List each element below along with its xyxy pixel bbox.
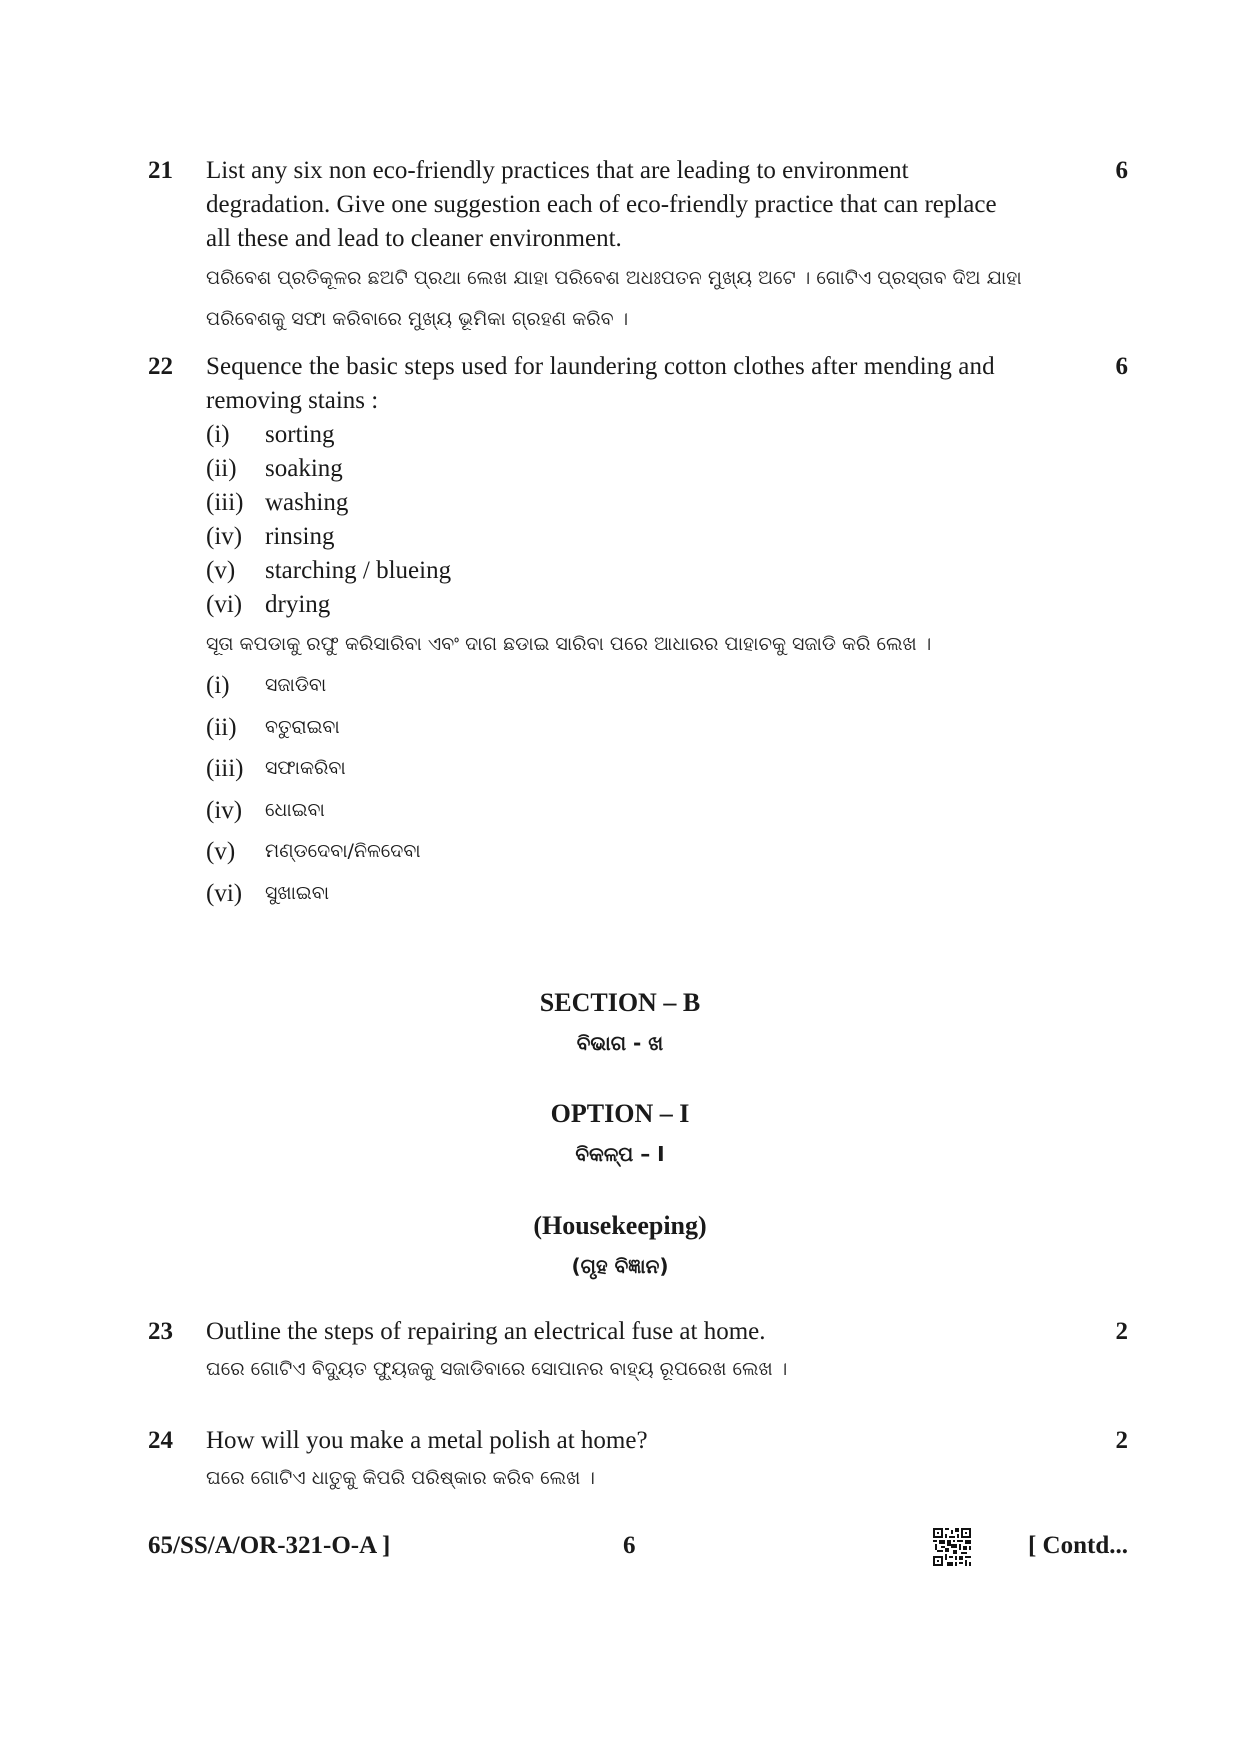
question-text-line: removing stains : bbox=[206, 387, 379, 414]
option-item bbox=[206, 486, 1086, 520]
option-item bbox=[206, 665, 1086, 707]
paper-code: 65/SS/A/OR-321-O-A ] bbox=[148, 1532, 391, 1559]
option-item bbox=[206, 520, 1086, 554]
qr-code-icon bbox=[933, 1528, 971, 1566]
option-numeral: (ii) bbox=[206, 713, 237, 741]
option-title: OPTION – I bbox=[550, 1099, 690, 1128]
option-text: ବତୁରାଇବା bbox=[265, 715, 340, 738]
option-text: sorting bbox=[265, 421, 335, 448]
question-22 bbox=[148, 350, 1128, 914]
option-numeral: (vi) bbox=[206, 879, 243, 907]
option-item bbox=[206, 452, 1086, 486]
subject-title-odia: (ଗୃହ ବିଜ୍ଞାନ) bbox=[571, 1254, 669, 1278]
option-text: ମଣ୍ଡଦେବା/ନିଳଦେବା bbox=[265, 840, 421, 862]
question-text-odia: ଘରେ ଗୋଟିଏ ବିଦ୍ୟୁତ ଫ୍ୟୁଜକୁ ସଜାଡିବାରେ ସୋପାନର ବାହ୍ୟ ରୂପରେଖ ଲେଖ । bbox=[206, 1358, 788, 1380]
option-text: washing bbox=[265, 489, 349, 516]
question-text-odia-line: ପରିବେଶ ପ୍ରତିକୂଳର ଛଅଟି ପ୍ରଥା ଲେଖ ଯାହା ପରିବେଶ ଅଧଃପତନ ମୁଖ୍ୟ ଅଟେ । ଗୋଟିଏ ପ୍ରସ୍ତାବ ଦିଅ ଯାହା bbox=[206, 267, 1022, 289]
option-numeral: (v) bbox=[206, 838, 236, 865]
question-number: 23 bbox=[148, 1318, 173, 1345]
question-text-line: List any six non eco-friendly practices that are leading to environment bbox=[206, 157, 909, 184]
option-text: soaking bbox=[265, 455, 343, 482]
option-text: drying bbox=[265, 591, 331, 618]
option-text: rinsing bbox=[265, 523, 335, 550]
question-text-odia-line: ପରିବେଶକୁ ସଫା କରିବାରେ ମୁଖ୍ୟ ଭୂମିକା ଗ୍ରହଣ କରିବ । bbox=[206, 308, 629, 330]
option-item bbox=[206, 707, 1086, 749]
option-list-odia bbox=[206, 665, 1086, 914]
question-marks: 2 bbox=[1115, 1318, 1128, 1345]
option-numeral: (i) bbox=[206, 672, 230, 699]
question-text-line: all these and lead to cleaner environment. bbox=[206, 225, 622, 252]
question-21 bbox=[148, 154, 1128, 340]
question-number: 21 bbox=[148, 157, 173, 184]
question-number: 22 bbox=[148, 353, 173, 380]
option-numeral: (v) bbox=[206, 557, 236, 584]
question-marks: 6 bbox=[1115, 353, 1128, 380]
option-item bbox=[206, 790, 1086, 832]
option-list bbox=[206, 418, 1086, 622]
section-title: SECTION – B bbox=[539, 988, 701, 1017]
option-numeral: (i) bbox=[206, 421, 230, 448]
question-text: Outline the steps of repairing an electrical fuse at home. bbox=[206, 1318, 766, 1345]
continued-label: [ Contd... bbox=[1027, 1532, 1128, 1559]
option-text: ଧୋଇବା bbox=[265, 798, 325, 821]
question-number: 24 bbox=[148, 1427, 173, 1454]
question-24 bbox=[148, 1424, 1128, 1499]
question-text-odia-line: ସୂତା କପଡାକୁ ରଫୁ କରିସାରିବା ଏବଂ ଦାଗ ଛଡାଇ ସାରିବା ପରେ ଆଧାରର ପାହାଚକୁ ସଜାଡି କରି ଲେଖ । bbox=[206, 633, 932, 655]
option-text: ସଜାଡିବା bbox=[265, 674, 327, 696]
option-numeral: (ii) bbox=[206, 455, 237, 482]
option-text: ସଫାକରିବା bbox=[265, 757, 346, 779]
option-numeral: (iii) bbox=[206, 755, 244, 782]
option-numeral: (vi) bbox=[206, 591, 243, 618]
page-number: 6 bbox=[623, 1532, 636, 1559]
option-numeral: (iv) bbox=[206, 796, 243, 824]
option-numeral: (iv) bbox=[206, 523, 243, 550]
option-text: ସୁଖାଇବା bbox=[265, 881, 330, 904]
option-item bbox=[206, 748, 1086, 790]
option-item bbox=[206, 554, 1086, 588]
question-text-line: degradation. Give one suggestion each of eco-friendly practice that can replace bbox=[206, 191, 997, 218]
question-text: How will you make a metal polish at home? bbox=[206, 1427, 648, 1454]
option-text: starching / blueing bbox=[265, 557, 452, 584]
option-item bbox=[206, 831, 1086, 873]
option-item bbox=[206, 873, 1086, 915]
question-text-odia: ଘରେ ଗୋଟିଏ ଧାତୁକୁ କିପରି ପରିଷ୍କାର କରିବ ଲେଖ । bbox=[206, 1467, 595, 1489]
question-marks: 6 bbox=[1115, 157, 1128, 184]
option-title-odia: ବିକଳ୍ପ – I bbox=[575, 1142, 665, 1166]
page-footer bbox=[148, 1526, 1128, 1566]
option-item bbox=[206, 418, 1086, 452]
option-item bbox=[206, 588, 1086, 622]
subject-title: (Housekeeping) bbox=[533, 1211, 707, 1240]
section-title-odia: ବିଭାଗ - ଖ bbox=[576, 1031, 664, 1055]
option-numeral: (iii) bbox=[206, 489, 244, 516]
question-23 bbox=[148, 1315, 1128, 1390]
question-marks: 2 bbox=[1115, 1427, 1128, 1454]
question-text-line: Sequence the basic steps used for laundering cotton clothes after mending and bbox=[206, 353, 995, 380]
